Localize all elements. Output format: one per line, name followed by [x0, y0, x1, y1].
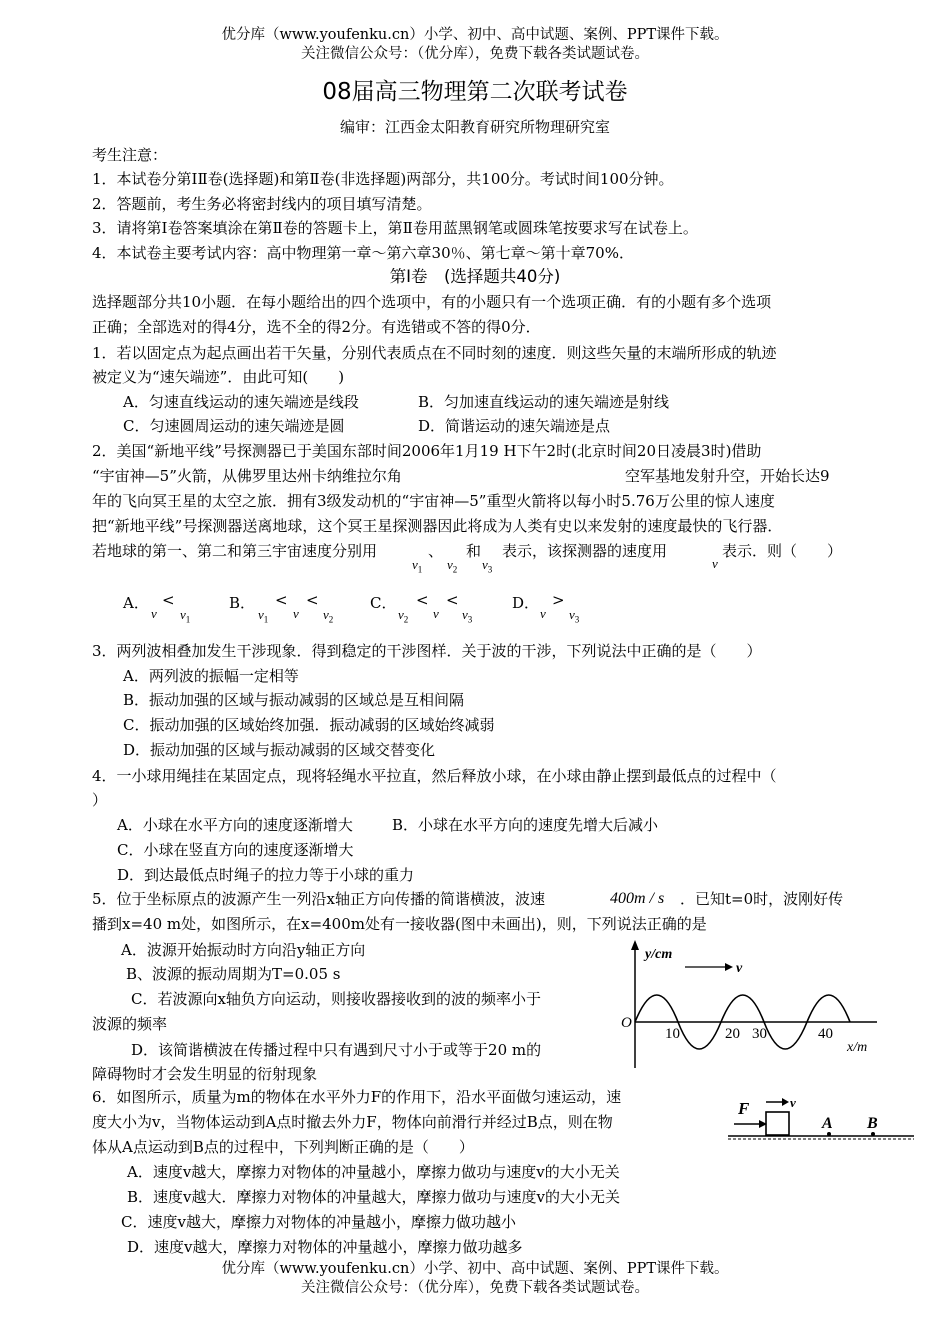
q1-line-2: 被定义为“速矢端迹”．由此可知( ) — [92, 368, 345, 386]
q5-y-label: y/cm — [645, 947, 673, 962]
q2-c-lt-1: < — [416, 591, 429, 609]
q2-d-v: v — [540, 606, 546, 621]
q2-line-3: 年的飞向冥王星的太空之旅．拥有3级发动机的“宇宙神—5”重型火箭将以每小时5.76万公里的惊人速度 — [92, 492, 775, 510]
q6-option-a: A．速度v越大，摩擦力对物体的冲量越小，摩擦力做功与速度v的大小无关 — [127, 1163, 620, 1181]
q2-line-5b: 表示，该探测器的速度用 — [502, 542, 668, 560]
q4-option-d: D．到达最低点时绳子的拉力等于小球的重力 — [117, 866, 415, 884]
q4-line-2: ） — [92, 791, 108, 809]
q2-option-b-label: B． — [229, 594, 256, 612]
q6-block-figure — [726, 1088, 916, 1146]
q6-point-a-dot — [827, 1132, 831, 1136]
q5-option-d-2: 障碍物时才会发生明显的衍射现象 — [92, 1065, 318, 1083]
q1-option-a: A．匀速直线运动的速矢端迹是线段 — [123, 393, 359, 411]
q5-wave-figure — [615, 938, 880, 1073]
q2-symbol-v: v — [712, 556, 718, 571]
q3-option-b: B．振动加强的区域与振动减弱的区域总是互相间隔 — [123, 691, 465, 709]
q2-line-4: 把“新地平线”号探测器送离地球，这个冥王星探测器因此将成为人类有史以来发射的速度最快的飞行器． — [92, 517, 783, 535]
q6-velocity-label: v — [790, 1095, 796, 1110]
q4-option-b: B．小球在水平方向的速度先增大后减小 — [392, 816, 659, 834]
q5-option-c-1: C．若波源向x轴负方向运动，则接收器接收到的波的频率小于 — [131, 990, 541, 1008]
q1-option-b: B．匀加速直线运动的速矢端迹是射线 — [418, 393, 670, 411]
q5-origin: O — [621, 1015, 632, 1031]
q2-a-lt: < — [162, 591, 175, 609]
q6-line-3: 体从A点运动到B点的过程中，下列判断正确的是（ ） — [92, 1138, 474, 1156]
footer-line-1: 优分库（www.youfenku.cn）小学、初中、高中试题、案例、PPT课件下载。 — [221, 1261, 729, 1277]
notice-item-1: 1．本试卷分第ⅠⅡ卷(选择题)和第Ⅱ卷(非选择题)两部分，共100分。考试时间100分钟。 — [92, 170, 674, 188]
q2-line-1: 2．美国“新地平线”号探测器已于美国东部时间2006年1月19 H下午2时(北京时间20日凌晨3时)借助 — [92, 442, 762, 460]
q4-option-c: C．小球在竖直方向的速度逐渐增大 — [117, 841, 354, 859]
q2-c-v2: $v_2$ — [398, 607, 409, 625]
q2-a-v1: $v_1$ — [180, 607, 191, 625]
q2-a-v: v — [151, 606, 157, 621]
q2-b-v1: $v_1$ — [258, 607, 269, 625]
section-intro-2: 正确；全部选对的得4分，选不全的得2分。有选错或不答的得0分． — [92, 318, 541, 336]
q2-sep-comma: 、 — [428, 542, 444, 560]
q2-b-v2: $v_2$ — [323, 607, 334, 625]
q1-option-d: D．简谐运动的速矢端迹是点 — [418, 417, 611, 435]
q5-tick-40: 40 — [818, 1026, 833, 1042]
q6-line-1: 6．如图所示，质量为m的物体在水平外力F的作用下，沿水平面做匀速运动，速 — [92, 1088, 622, 1106]
q2-option-a-label: A． — [123, 594, 149, 612]
q1-option-c: C．匀速圆周运动的速矢端迹是圆 — [123, 417, 345, 435]
editor-line: 编审：江西金太阳教育研究所物理研究室 — [339, 118, 610, 136]
q2-d-v3: $v_3$ — [569, 607, 580, 625]
q5-tick-20: 20 — [725, 1026, 740, 1042]
section-title: 第Ⅰ卷 (选择题共40分) — [389, 267, 561, 286]
q4-option-a: A．小球在水平方向的速度逐渐增大 — [117, 816, 353, 834]
q2-line-5a: 若地球的第一、第二和第三宇宙速度分别用 — [92, 542, 378, 560]
q5-option-a: A．波源开始振动时方向沿y轴正方向 — [121, 941, 366, 959]
q3-option-c: C．振动加强的区域始终加强．振动减弱的区域始终减弱 — [123, 716, 495, 734]
q2-c-v: v — [433, 606, 439, 621]
q3-stem: 3．两列波相叠加发生干涉现象．得到稳定的干涉图样．关于波的干涉，下列说法中正确的是（ ） — [92, 642, 762, 660]
q2-option-c-label: C． — [370, 594, 397, 612]
header-line-1: 优分库（www.youfenku.cn）小学、初中、高中试题、案例、PPT课件下载。 — [221, 27, 729, 43]
q2-sep-and: 和 — [466, 542, 482, 560]
q5-x-label: x/m — [847, 1040, 868, 1055]
notice-item-3: 3．请将第Ⅰ卷答案填涂在第Ⅱ卷的答题卡上，第Ⅱ卷用蓝黑钢笔或圆珠笔按要求写在试卷上。 — [92, 219, 698, 237]
q3-option-a: A．两列波的振幅一定相等 — [123, 667, 299, 685]
q6-option-d: D．速度v越大，摩擦力对物体的冲量越小，摩擦力做功越多 — [127, 1238, 523, 1256]
q6-force-label: F — [738, 1099, 750, 1118]
q2-line-2a: “宇宙神—5”火箭，从佛罗里达州卡纳维拉尔角 — [92, 467, 402, 485]
q2-b-lt-2: < — [306, 591, 319, 609]
q5-tick-10: 10 — [665, 1026, 680, 1042]
notice-item-2: 2．答题前，考生务必将密封线内的项目填写清楚。 — [92, 195, 432, 213]
q2-d-gt: > — [552, 591, 565, 609]
q2-symbol-v3: $v_3$ — [482, 557, 493, 575]
q2-b-v: v — [293, 606, 299, 621]
q4-line-1: 4．一小球用绳挂在某固定点，现将轻绳水平拉直，然后释放小球，在小球由静止摆到最低点的过程中（ — [92, 767, 777, 785]
q6-point-a: A — [822, 1115, 833, 1132]
notice-heading: 考生注意： — [92, 146, 168, 164]
q5-speed: 400m / s — [610, 890, 665, 907]
q5-option-d-1: D．该简谐横波在传播过程中只有遇到尺寸小于或等于20 m的 — [131, 1041, 542, 1059]
page-title: 08届高三物理第二次联考试卷 — [322, 79, 628, 105]
q2-symbol-v2: $v_2$ — [447, 557, 458, 575]
q1-line-1: 1．若以固定点为起点画出若干矢量，分别代表质点在不同时刻的速度．则这些矢量的末端所形成的轨迹 — [92, 344, 777, 362]
q6-point-b: B — [867, 1115, 878, 1132]
q5-line-1a: 5．位于坐标原点的波源产生一列沿x轴正方向传播的简谐横波，波速 — [92, 890, 546, 908]
q5-option-b: B、波源的振动周期为T=0.05 s — [126, 965, 341, 983]
section-intro-1: 选择题部分共10小题．在每小题给出的四个选项中，有的小题只有一个选项正确．有的小题有多个选项 — [92, 293, 772, 311]
q5-tick-30: 30 — [752, 1026, 767, 1042]
q2-c-lt-2: < — [446, 591, 459, 609]
q6-line-2: 度大小为v，当物体运动到A点时撤去外力F，物体向前滑行并经过B点，则在物 — [92, 1113, 613, 1131]
q2-symbol-v1: $v_1$ — [412, 557, 423, 575]
notice-item-4: 4．本试卷主要考试内容：高中物理第一章～第六章30％、第七章～第十章70%． — [92, 244, 634, 262]
q6-velocity-arrow-head — [782, 1098, 789, 1106]
footer-line-2: 关注微信公众号：（优分库），免费下载各类试题试卷。 — [301, 1280, 649, 1296]
q2-line-5c: 表示．则（ ） — [722, 542, 843, 560]
q2-b-lt-1: < — [275, 591, 288, 609]
q5-line-1b: ．已知t=0时，波刚好传 — [680, 890, 844, 908]
header-line-2: 关注微信公众号：（优分库），免费下载各类试题试卷。 — [301, 46, 649, 62]
q2-line-2b: 空军基地发射升空，开始长达9 — [625, 467, 830, 485]
q6-option-c: C．速度v越大，摩擦力对物体的冲量越小，摩擦力做功越小 — [121, 1213, 516, 1231]
q6-block — [766, 1112, 789, 1135]
q3-option-d: D．振动加强的区域与振动减弱的区域交替变化 — [123, 741, 436, 759]
q5-line-2: 播到x=40 m处，如图所示，在x=400m处有一接收器(图中未画出)，则，下列说法正确的是 — [92, 915, 707, 933]
q2-option-d-label: D． — [512, 594, 540, 612]
q6-point-b-dot — [871, 1132, 875, 1136]
q5-option-c-2: 波源的频率 — [92, 1015, 168, 1033]
q5-velocity-label: v — [736, 961, 743, 976]
q5-velocity-arrow-head — [725, 963, 733, 971]
q2-c-v3: $v_3$ — [462, 607, 473, 625]
q6-option-b: B．速度v越大．摩擦力对物体的冲量越大，摩擦力做功与速度v的大小无关 — [127, 1188, 620, 1206]
q5-y-axis-arrow — [631, 940, 639, 950]
